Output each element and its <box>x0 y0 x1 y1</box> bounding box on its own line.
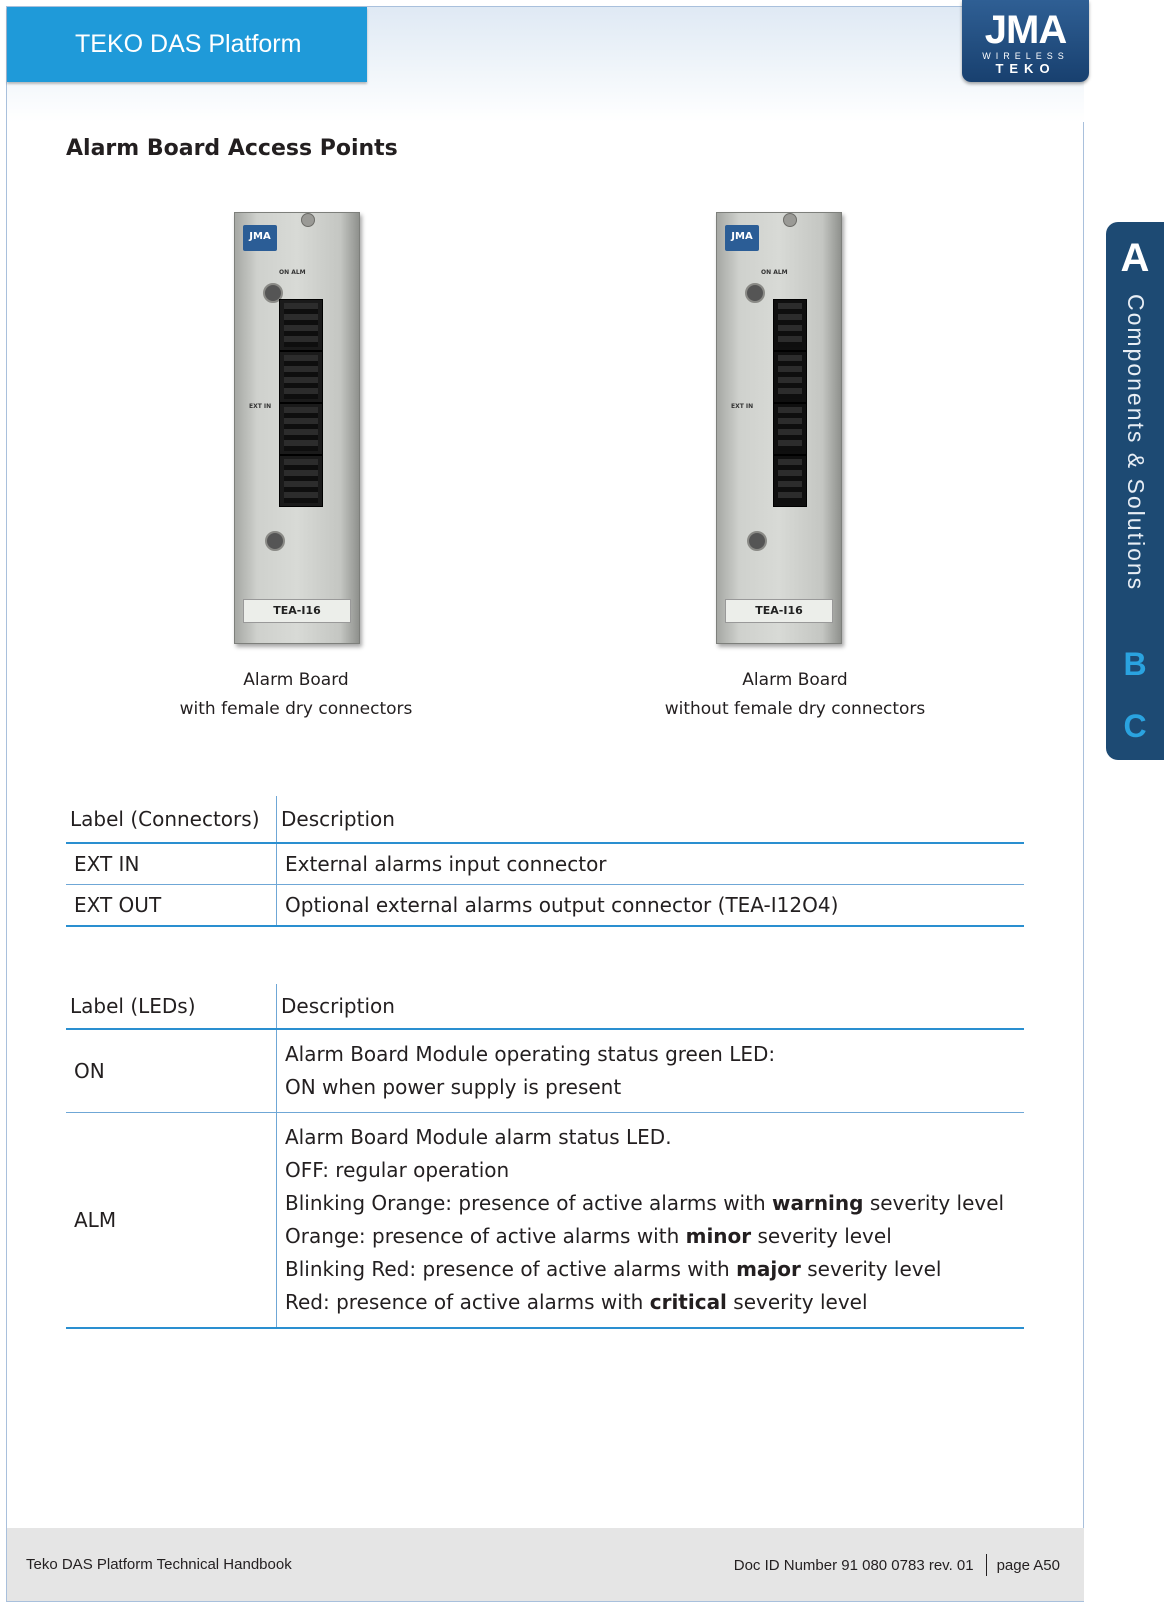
board-knob <box>301 213 315 227</box>
logo-brand-text: TEKO <box>995 61 1056 76</box>
header-title: TEKO DAS Platform <box>7 7 367 82</box>
column-header: Description <box>281 994 395 1018</box>
board-connector-socket <box>773 299 807 351</box>
side-tab-letter-b[interactable]: B <box>1123 646 1147 682</box>
table-header-row <box>66 796 1024 843</box>
connector-label: EXT IN <box>66 843 277 885</box>
column-header: Label (LEDs) <box>66 984 277 1029</box>
section-title: Alarm Board Access Points <box>66 136 398 161</box>
section-side-tab <box>1106 222 1164 760</box>
caption-line: without female dry connectors <box>664 699 926 719</box>
board-screw <box>745 283 765 303</box>
led-description <box>277 1029 1025 1113</box>
connector-label: EXT OUT <box>66 885 277 927</box>
led-description <box>277 1113 1025 1329</box>
table-row <box>66 1029 1024 1113</box>
description-line <box>285 1187 1018 1220</box>
text-run: Red: presence of active alarms with <box>285 1290 650 1314</box>
description-line: ON when power supply is present <box>285 1075 622 1099</box>
side-tab-letter-c[interactable]: C <box>1123 708 1147 744</box>
board-connector-socket <box>773 403 807 455</box>
side-tab-letter-a[interactable]: A <box>1120 236 1150 280</box>
caption-line: Alarm Board <box>742 670 848 690</box>
description-line <box>285 1253 1018 1286</box>
leds-table <box>66 984 1024 1329</box>
board-logo: JMA <box>725 225 759 251</box>
logo-sub-text: WIRELESS <box>982 51 1069 61</box>
jma-teko-logo <box>962 0 1089 82</box>
description-line: OFF: regular operation <box>285 1158 510 1182</box>
text-run: Orange: presence of active alarms with <box>285 1224 686 1248</box>
severity-major: major <box>736 1257 801 1281</box>
board-logo: JMA <box>243 225 277 251</box>
board-ext-label: EXT IN <box>731 403 754 410</box>
board-model-label: TEA-I16 <box>725 599 833 623</box>
board-connector <box>279 455 323 507</box>
board-connector-socket <box>773 351 807 403</box>
header-band <box>7 7 1084 122</box>
table-header-row <box>66 984 1024 1029</box>
board-led-labels: ON ALM <box>279 269 306 276</box>
figure-caption-without-connectors <box>640 666 950 724</box>
footer-divider <box>986 1554 987 1576</box>
description-line: Alarm Board Module operating status green LED: <box>285 1042 776 1066</box>
board-connector <box>279 351 323 403</box>
board-knob <box>783 213 797 227</box>
connector-description: External alarms input connector <box>285 852 607 876</box>
board-led-labels: ON ALM <box>761 269 788 276</box>
severity-critical: critical <box>649 1290 727 1314</box>
table-row <box>66 885 1024 927</box>
footer-doc-info <box>734 1554 1060 1576</box>
text-run: Blinking Orange: presence of active alarms with <box>285 1191 772 1215</box>
led-label: ON <box>66 1029 277 1113</box>
page-number: page A50 <box>996 1556 1060 1574</box>
handbook-title: Teko DAS Platform Technical Handbook <box>26 1556 292 1573</box>
text-run: severity level <box>751 1224 892 1248</box>
alarm-board-image-without-connectors <box>716 212 842 644</box>
column-header: Label (Connectors) <box>66 796 277 843</box>
board-model-label: TEA-I16 <box>243 599 351 623</box>
board-connector <box>279 403 323 455</box>
caption-line: Alarm Board <box>243 670 349 690</box>
logo-main-text: JMA <box>984 8 1067 52</box>
board-screw <box>265 531 285 551</box>
description-line: Alarm Board Module alarm status LED. <box>285 1125 672 1149</box>
text-run: Blinking Red: presence of active alarms with <box>285 1257 737 1281</box>
page-footer <box>7 1528 1084 1601</box>
table-row <box>66 843 1024 885</box>
board-screw <box>747 531 767 551</box>
board-connector <box>279 299 323 351</box>
side-tab-label: Components & Solutions <box>1123 294 1149 592</box>
alarm-board-image-with-connectors <box>234 212 360 644</box>
text-run: severity level <box>863 1191 1005 1215</box>
board-ext-label: EXT IN <box>249 403 272 410</box>
text-run: severity level <box>800 1257 942 1281</box>
board-connector-socket <box>773 455 807 507</box>
column-header: Description <box>281 807 395 831</box>
figure-caption-with-connectors <box>146 666 446 724</box>
caption-line: with female dry connectors <box>179 699 413 719</box>
description-line <box>285 1286 1018 1319</box>
severity-minor: minor <box>685 1224 752 1248</box>
table-row <box>66 1113 1024 1329</box>
connectors-table <box>66 796 1024 927</box>
description-line <box>285 1220 1018 1253</box>
text-run: severity level <box>726 1290 868 1314</box>
severity-warning: warning <box>771 1191 864 1215</box>
connector-description: Optional external alarms output connector (TEA-I12O4) <box>285 893 839 917</box>
doc-id: Doc ID Number 91 080 0783 rev. 01 <box>733 1556 974 1574</box>
led-label: ALM <box>66 1113 277 1329</box>
